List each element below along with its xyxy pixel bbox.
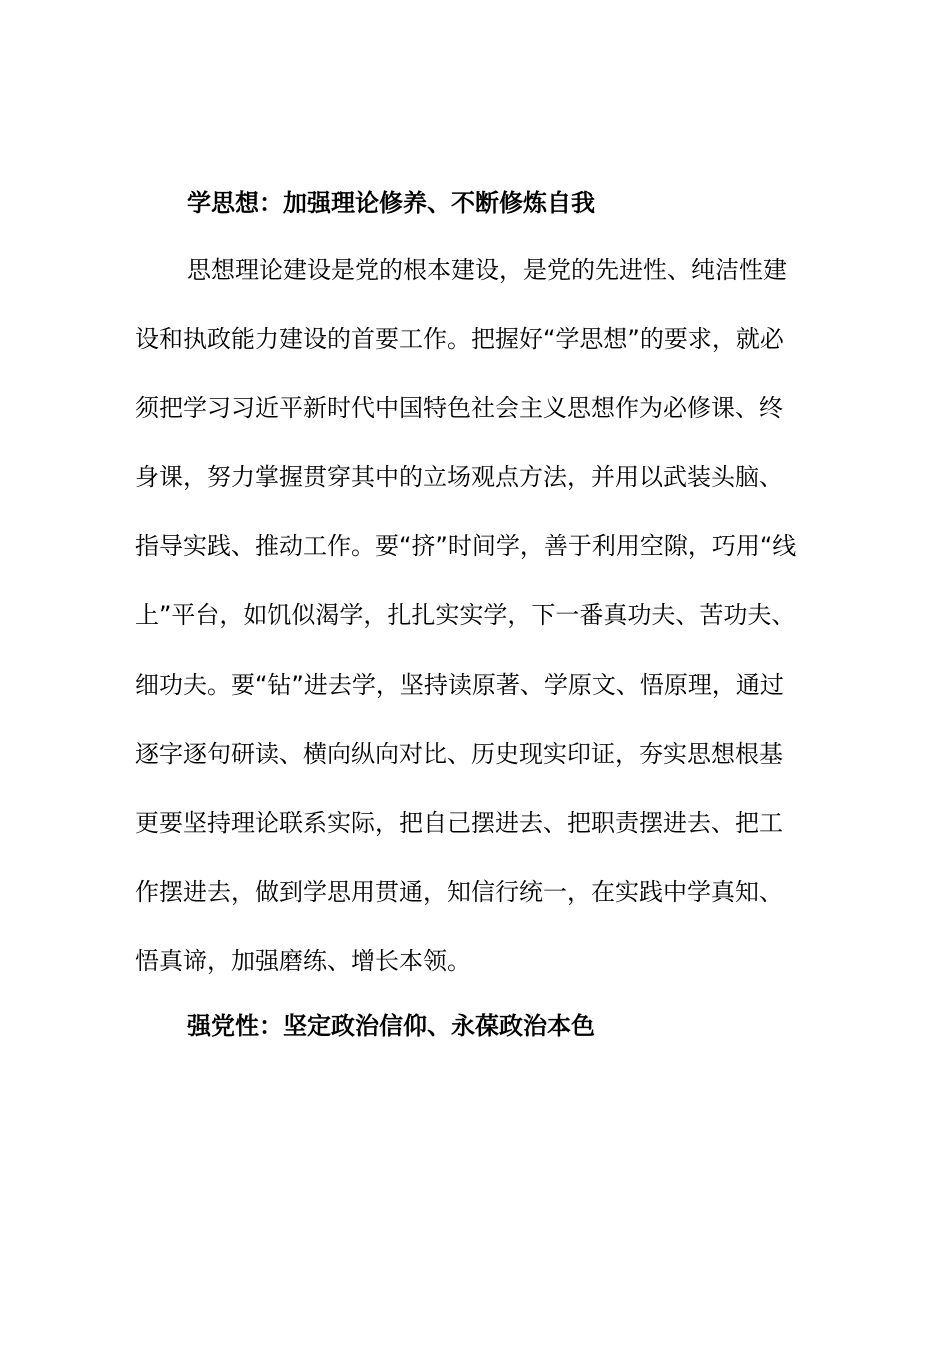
paragraph-line: 须把学习习近平新时代中国特色社会主义思想作为必修课、终: [135, 394, 783, 423]
paragraph-line: 逐字逐句研读、横向纵向对比、历史现实印证，夯实思想根基: [135, 739, 783, 768]
body-paragraph: [135, 250, 855, 1010]
paragraph-line: 设和执政能力建设的首要工作。把握好“学思想”的要求，就必: [135, 325, 784, 354]
paragraph-line: 上”平台，如饥似渴学，扎扎实实学，下一番真功夫、苦功夫、: [135, 601, 796, 630]
paragraph-line: 更要坚持理论联系实际，把自己摆进去、把职责摆进去、把工: [135, 808, 783, 837]
paragraph-line: 悟真谛，加强磨练、增长本领。: [135, 946, 471, 975]
paragraph-line: 身课，努力掌握贯穿其中的立场观点方法，并用以武装头脑、: [135, 463, 783, 492]
paragraph-line: 作摆进去，做到学思用贯通，知信行统一，在实践中学真知、: [135, 877, 783, 906]
paragraph-line: 思想理论建设是党的根本建设，是党的先进性、纯洁性建: [187, 256, 787, 284]
paragraph-line: 指导实践、推动工作。要“挤”时间学，善于利用空隙，巧用“线: [135, 532, 797, 561]
paragraph-line: 细功夫。要“钻”进去学，坚持读原著、学原文、悟原理，通过: [135, 670, 784, 699]
section-heading-party-spirit: 强党性：坚定政治信仰、永葆政治本色: [187, 1012, 595, 1040]
section-heading-study-thought: 学思想：加强理论修养、不断修炼自我: [187, 189, 595, 217]
